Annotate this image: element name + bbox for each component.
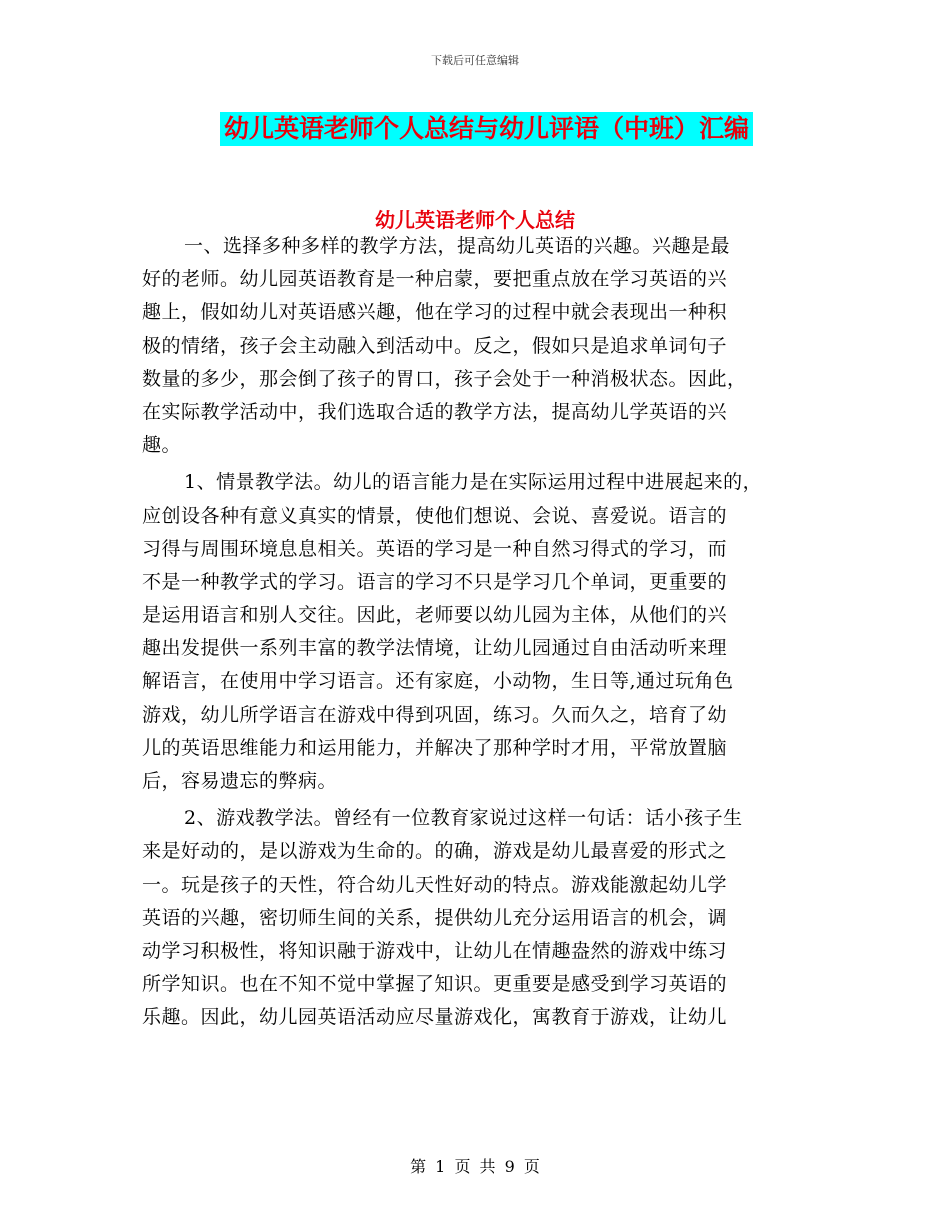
header-note: 下载后可任意编辑: [431, 54, 519, 67]
text-line: 游戏，幼儿所学语言在游戏中得到巩固，练习。久而久之，培育了幼: [142, 703, 728, 726]
text-line: 趣。: [142, 434, 182, 457]
text-line: 动学习积极性，将知识融于游戏中，让幼儿在情趣盎然的游戏中练习: [142, 939, 728, 962]
text-line: 一、选择多种多样的教学方法，提高幼儿英语的兴趣。兴趣是最: [184, 235, 731, 257]
text-line: 趣出发提供一系列丰富的教学法情境，让幼儿园通过自由活动听来理: [142, 637, 728, 660]
text-line: 在实际教学活动中，我们选取合适的教学方法，提高幼儿学英语的兴: [142, 400, 728, 423]
text-line: 解语言，在使用中学习语言。还有家庭，小动物，生日等,通过玩角色: [142, 670, 734, 693]
text-line: 应创设各种有意义真实的情景，使他们想说、会说、喜爱说。语言的: [142, 504, 728, 527]
paragraph: [142, 466, 812, 798]
paragraph: [142, 230, 812, 462]
text-line: 不是一种教学式的学习。语言的学习不只是学习几个单词，更重要的: [142, 570, 728, 593]
text-line: 好的老师。幼儿园英语教育是一种启蒙，要把重点放在学习英语的兴: [142, 268, 728, 291]
text-line: 极的情绪，孩子会主动融入到活动中。反之，假如只是追求单词句子: [142, 334, 728, 357]
text-line: 2、游戏教学法。曾经有一位教育家说过这样一句话：话小孩子生: [184, 807, 743, 830]
document-title: 幼儿英语老师个人总结与幼儿评语（中班）汇编: [220, 112, 753, 146]
text-line: 数量的多少，那会倒了孩子的胃口，孩子会处于一种消极状态。因此，: [142, 367, 747, 390]
section-title: 幼儿英语老师个人总结: [375, 208, 575, 232]
body-text: [142, 230, 812, 1035]
text-line: 习得与周围环境息息相关。英语的学习是一种自然习得式的学习，而: [142, 537, 728, 560]
text-line: 来是好动的，是以游戏为生命的。的确，游戏是幼儿最喜爱的形式之: [142, 840, 728, 863]
text-line: 所学知识。也在不知不觉中掌握了知识。更重要是感受到学习英语的: [142, 973, 728, 996]
text-line: 后，容易遗忘的弊病。: [142, 770, 338, 792]
text-line: 趣上，假如幼儿对英语感兴趣，他在学习的过程中就会表现出一种积: [142, 301, 728, 324]
text-line: 是运用语言和别人交往。因此，老师要以幼儿园为主体，从他们的兴: [142, 604, 728, 627]
paragraph: [142, 802, 812, 1034]
text-line: 英语的兴趣，密切师生间的关系，提供幼儿充分运用语言的机会，调: [142, 906, 728, 929]
page-footer: 第 1 页 共 9 页: [410, 1157, 540, 1176]
text-line: 1、情景教学法。幼儿的语言能力是在实际运用过程中进展起来的，: [184, 471, 763, 494]
text-line: 一。玩是孩子的天性，符合幼儿天性好动的特点。游戏能激起幼儿学: [142, 873, 728, 896]
text-line: 儿的英语思维能力和运用能力，并解决了那种学时才用，平常放置脑: [142, 736, 728, 759]
text-line: 乐趣。因此，幼儿园英语活动应尽量游戏化，寓教育于游戏，让幼儿: [142, 1006, 728, 1029]
